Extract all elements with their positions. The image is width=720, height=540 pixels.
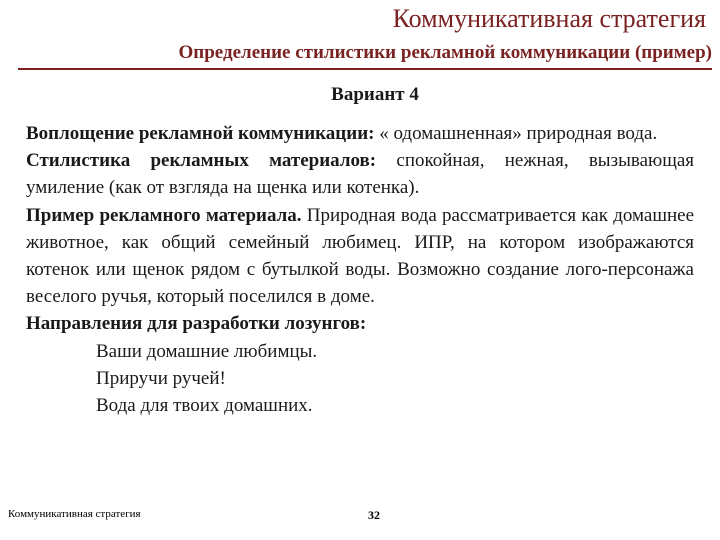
page-number: 32 [368, 508, 380, 522]
slide-subtitle: Определение стилистики рекламной коммуникации (пример) [178, 42, 712, 63]
embodiment-label: Воплощение рекламной коммуникации: [26, 123, 375, 144]
example-text: Природная вода рассматривается как домашнее животное, как общий семейный любимец. ИПР, на котором изображаются котенок или щенок рядом с бутылкой воды. Возможно создание лого-персонажа веселого ручья, который поселился в доме. [26, 204, 694, 308]
slogan-item: Ваши домашние любимцы. [96, 340, 318, 362]
variant-heading: Вариант 4 [331, 84, 419, 105]
slogans-label: Направления для разработки лозунгов: [26, 313, 367, 335]
slide-title: Коммуникативная стратегия [392, 4, 706, 33]
footer-caption: Коммуникативная стратегия [8, 508, 141, 520]
header-divider [18, 68, 712, 70]
paragraph-stylistics [26, 147, 694, 201]
paragraph-slogans [26, 310, 694, 337]
embodiment-text: « одомашненная» природная вода. [374, 123, 658, 144]
paragraph-example [26, 202, 694, 311]
slide-body [26, 120, 694, 419]
paragraph-embodiment [26, 120, 694, 147]
stylistics-label: Стилистика рекламных материалов: [26, 150, 377, 172]
example-label: Пример рекламного материала. [26, 204, 302, 226]
stylistics-text: спокойная, нежная, вызывающая умиление (как от взгляда на щенка или котенка). [26, 150, 694, 199]
slogan-item: Приручи ручей! [96, 367, 226, 389]
slogan-item: Вода для твоих домашних. [96, 395, 313, 417]
